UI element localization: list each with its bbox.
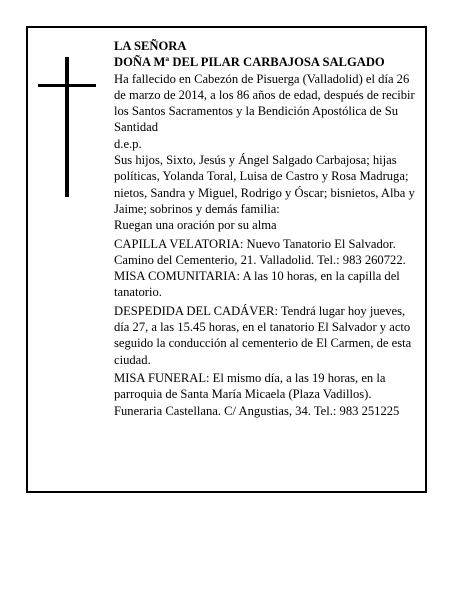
family-list: Sus hijos, Sixto, Jesús y Ángel Salgado Carbajosa; hijas políticas, Yolanda Toral, Luisa de Castro y Rosa Madruga; nietos, Sandra y Miguel, Rodrigo y Óscar; bisnietos, Alba y Jaime; sobrinos y demás familia: <box>114 153 415 216</box>
title-line-1: LA SEÑORA <box>114 39 187 53</box>
rip-text: d.e.p. <box>114 136 142 151</box>
funeral-mass-info: MISA FUNERAL: El mismo día, a las 19 horas, en la parroquia de Santa María Micaela (Plaza Vadillos). <box>114 370 386 402</box>
death-announcement: Ha fallecido en Cabezón de Pisuerga (Valladolid) el día 26 de marzo de 2014, a los 86 años de edad, después de recibir los Santos Sacramentos y la Bendición Apostólica de Su Santidad <box>114 71 415 135</box>
funeral-home-info: Funeraria Castellana. C/ Angustias, 34. Tel.: 983 251225 <box>114 403 400 418</box>
deceased-name: DOÑA Mª DEL PILAR CARBAJOSA SALGADO <box>114 55 385 70</box>
farewell-info: DESPEDIDA DEL CADÁVER: Tendrá lugar hoy jueves, día 27, a las 15.45 horas, en el tanatorio El Salvador y acto seguido la conducción al cementerio de El Carmen, de esta ciudad. <box>114 303 412 367</box>
chapel-info: CAPILLA VELATORIA: Nuevo Tanatorio El Salvador. Camino del Cementerio, 21. Valladolid. Tel.: 983 260722. MISA COMUNITARIA: A las 10 horas, en la capilla del tanatorio. <box>114 236 406 300</box>
cross-vertical-bar <box>65 57 69 197</box>
cross-horizontal-bar <box>38 84 96 87</box>
obituary-text <box>114 38 419 419</box>
prayer-request: Ruegan una oración por su alma <box>114 218 277 233</box>
